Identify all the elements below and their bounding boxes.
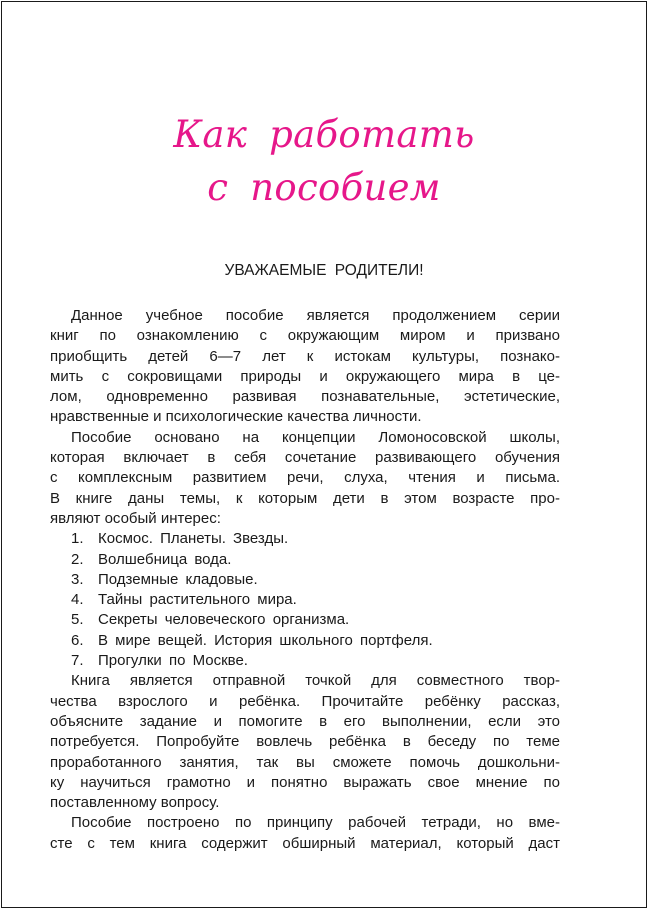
text-line: Пособие основано на концепции Ломоносовской школы,: [71, 428, 560, 446]
list-item-text: Тайны растительного мира.: [98, 591, 297, 609]
list-item-text: Космос. Планеты. Звезды.: [98, 530, 289, 548]
text-line: объясните задание и помогите в его выполнении, если это: [50, 712, 560, 730]
list-item-number: 5.: [71, 611, 84, 629]
text-line: являют особый интерес:: [50, 509, 221, 527]
list-item: [50, 529, 560, 549]
page-title-line-2: с пособием: [207, 166, 441, 209]
body-text: [50, 306, 560, 854]
list-item: [50, 550, 560, 570]
text-line: приобщить детей 6—7 лет к истокам культуры, познако-: [50, 347, 560, 365]
text-line: Книга является отправной точкой для совместного твор-: [71, 672, 560, 690]
text-line: проработанного занятия, так вы сможете помочь дошкольни-: [50, 753, 560, 771]
text-line: мить с сокровищами природы и окружающего мира в це-: [50, 367, 560, 385]
list-item: [50, 651, 560, 671]
text-line: Данное учебное пособие является продолжением серии: [71, 307, 560, 324]
paragraph-intro: [50, 306, 560, 428]
text-line: с комплексным развитием речи, слуха, чтения и письма.: [50, 469, 560, 487]
list-item-number: 3.: [71, 570, 84, 588]
page-title: [2, 108, 646, 214]
text-line: лом, одновременно развивая познавательные, эстетические,: [50, 388, 560, 406]
list-item-number: 1.: [71, 530, 84, 548]
page-title-line-1: Как работать: [173, 113, 475, 156]
list-item-text: Волшебница вода.: [98, 550, 232, 568]
list-item-text: Подземные кладовые.: [98, 570, 258, 588]
list-item-number: 4.: [71, 591, 84, 609]
list-item-number: 7.: [71, 652, 84, 670]
section-heading: УВАЖАЕМЫЕ РОДИТЕЛИ!: [224, 262, 424, 279]
text-line: чества взрослого и ребёнка. Прочитайте ребёнку рассказ,: [50, 692, 560, 710]
text-line: потребуется. Попробуйте вовлечь ребёнка в беседу по теме: [50, 733, 560, 751]
list-item-text: Прогулки по Москве.: [98, 652, 248, 670]
list-item: [50, 590, 560, 610]
paragraph-concept: [50, 428, 560, 529]
text-line: ку научиться грамотно и понятно выражать свое мнение по: [50, 773, 560, 791]
text-line: которая включает в себя сочетание развивающего обучения: [50, 449, 560, 467]
paragraph-workbook: [50, 813, 560, 854]
book-page: [1, 1, 647, 908]
text-line: В книге даны темы, к которым дети в этом возрасте про-: [50, 489, 560, 507]
text-line: Пособие построено по принципу рабочей тетради, но вме-: [71, 814, 560, 832]
topics-list: [50, 529, 560, 671]
list-item-text: Секреты человеческого организма.: [98, 611, 350, 629]
list-item-text: В мире вещей. История школьного портфеля.: [98, 631, 433, 649]
paragraph-cooperation: [50, 671, 560, 813]
list-item: [50, 570, 560, 590]
text-line: нравственные и психологические качества личности.: [50, 408, 422, 426]
text-line: сте с тем книга содержит обширный материал, который даст: [50, 834, 560, 852]
text-line: книг по ознакомлению с окружающим миром и призвано: [50, 327, 560, 345]
text-line: поставленному вопросу.: [50, 794, 220, 812]
list-item-number: 2.: [71, 550, 84, 568]
list-item: [50, 631, 560, 651]
list-item-number: 6.: [71, 631, 84, 649]
list-item: [50, 610, 560, 630]
